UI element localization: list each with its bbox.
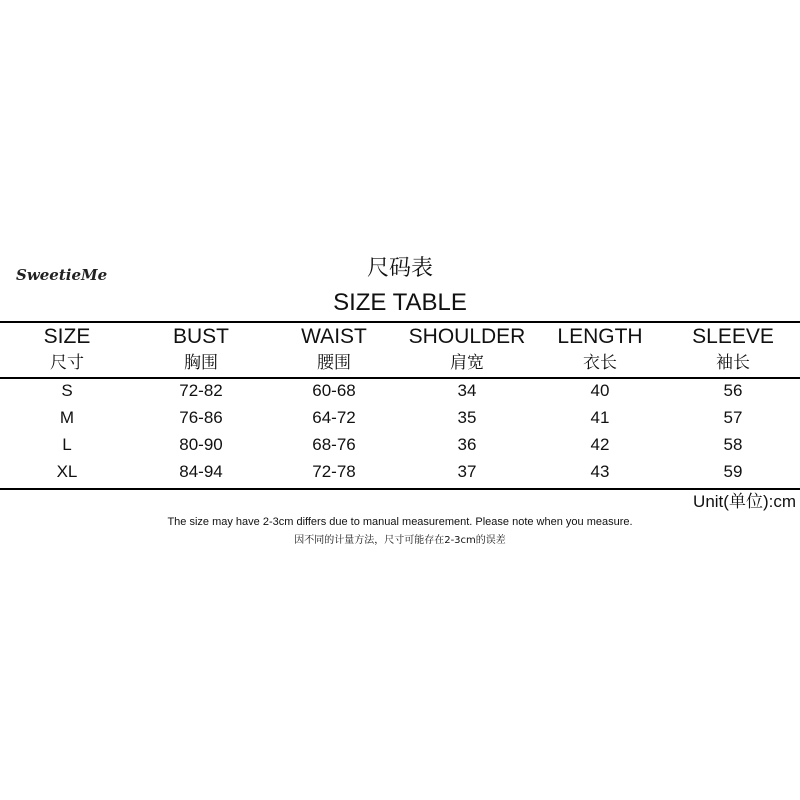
column-header-chinese: 胸围 <box>184 353 218 373</box>
table-bottom-rule <box>0 488 800 490</box>
table-cell: 40 <box>590 381 610 400</box>
table-cell: 76-86 <box>179 408 223 427</box>
table-cell: 68-76 <box>312 435 356 454</box>
column-header: SHOULDER <box>408 325 526 348</box>
table-cell: M <box>59 408 75 427</box>
column-header-chinese: 腰围 <box>317 353 351 373</box>
table-cell: 59 <box>723 462 743 481</box>
table-cell: 58 <box>723 435 743 454</box>
table-cell: 80-90 <box>179 435 223 454</box>
table-cell: 72-78 <box>312 462 356 481</box>
unit-label: Unit(单位):cm <box>693 492 796 511</box>
table-cell: 35 <box>457 408 477 427</box>
column-header: SLEEVE <box>692 325 774 348</box>
column-header: WAIST <box>301 325 367 348</box>
table-cell: 84-94 <box>179 462 223 481</box>
table-cell: 34 <box>457 381 477 400</box>
table-cell: 37 <box>457 462 477 481</box>
column-header-chinese: 衣长 <box>583 353 617 373</box>
table-cell: S <box>61 381 73 400</box>
column-header: BUST <box>172 325 229 348</box>
column-header-chinese: 袖长 <box>716 353 750 373</box>
table-cell: 43 <box>590 462 610 481</box>
column-header: SIZE <box>43 325 91 348</box>
table-cell: 60-68 <box>312 381 356 400</box>
table-cell: 42 <box>590 435 610 454</box>
measurement-note-chinese: 因不同的计量方法，尺寸可能存在2-3cm的误差 <box>294 535 506 546</box>
table-cell: 56 <box>723 381 743 400</box>
page-title: SIZE TABLE <box>333 289 467 316</box>
table-cell: 41 <box>590 408 610 427</box>
table-top-rule <box>0 321 800 323</box>
page-title-chinese: 尺码表 <box>366 256 433 281</box>
column-header-chinese: 尺寸 <box>50 353 84 373</box>
table-cell: 64-72 <box>312 408 356 427</box>
column-header-chinese: 肩宽 <box>450 353 484 373</box>
table-cell: 36 <box>457 435 477 454</box>
table-cell: XL <box>56 462 78 481</box>
table-cell: 72-82 <box>179 381 223 400</box>
table-cell: L <box>62 435 72 454</box>
table-header-rule <box>0 377 800 379</box>
brand-logo: SweetieMe <box>16 266 108 284</box>
measurement-note: The size may have 2-3cm differs due to manual measurement. Please note when you measure. <box>167 516 633 528</box>
column-header: LENGTH <box>557 325 643 348</box>
table-cell: 57 <box>723 408 743 427</box>
